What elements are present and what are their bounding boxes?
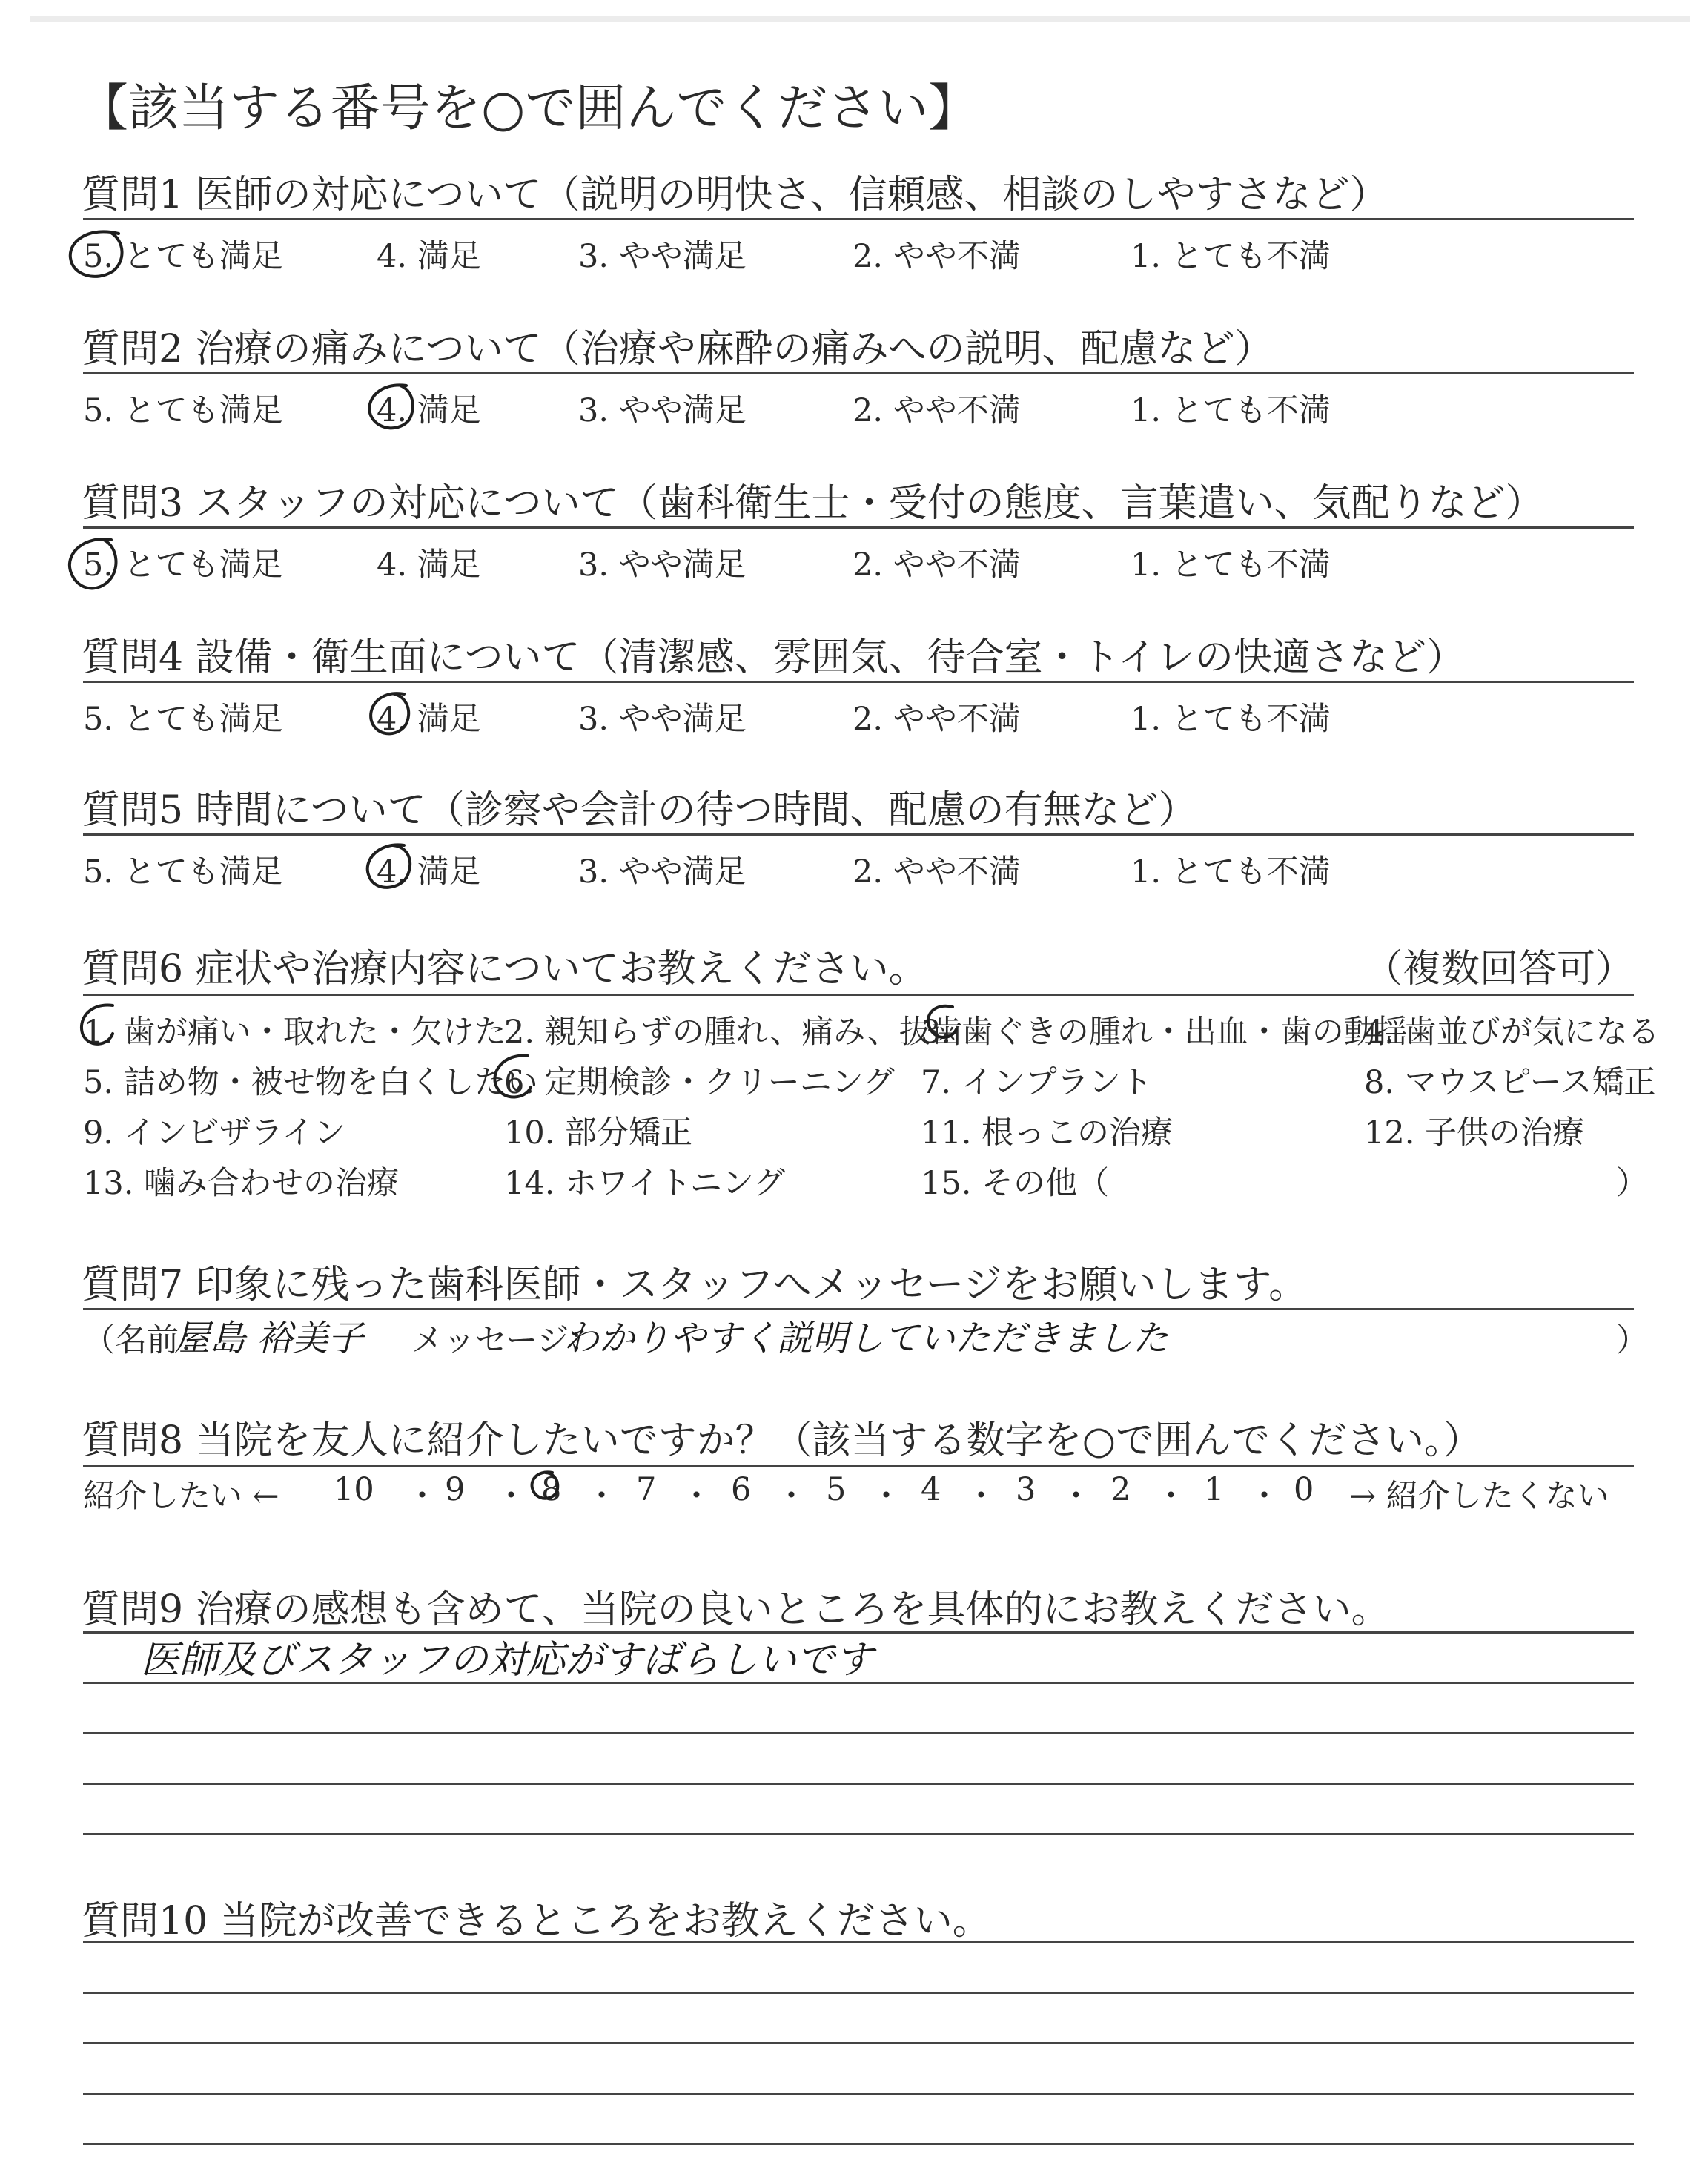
q8-scale-0[interactable]: 0 — [1294, 1471, 1314, 1508]
q6-title: 質問6 症状や治療内容についてお教えください。 — [82, 947, 927, 991]
q4-option-5[interactable]: 5. とても満足 — [83, 701, 283, 738]
answer-line — [83, 1732, 1634, 1734]
q1-title: 質問1 医師の対応について（説明の明快さ、信頼感、相談のしやすさなど） — [82, 173, 1388, 217]
q3-title: 質問3 スタッフの対応について（歯科衛生士・受付の態度、言葉遣い、気配りなど） — [82, 481, 1544, 526]
q6-option-1[interactable]: 1. 歯が痛い・取れた・欠けた — [83, 1014, 506, 1051]
q1-option-4[interactable]: 4. 満足 — [377, 238, 481, 275]
q3-option-5[interactable]: 5. とても満足 — [83, 546, 283, 584]
divider — [83, 994, 1634, 996]
q2-option-3[interactable]: 3. やや満足 — [578, 392, 747, 429]
q8-scale-4[interactable]: 4 — [921, 1471, 941, 1508]
answer-line — [83, 1783, 1634, 1785]
q7-name-label: （名前： — [83, 1322, 211, 1359]
q6-option-11[interactable]: 11. 根っこの治療 — [921, 1114, 1174, 1152]
q3-option-2[interactable]: 2. やや不満 — [853, 546, 1021, 584]
q8-scale-2[interactable]: 2 — [1110, 1471, 1131, 1508]
scale-dot: ・ — [870, 1478, 902, 1515]
q3-option-3[interactable]: 3. やや満足 — [578, 546, 747, 584]
q6-option-5[interactable]: 5. 詰め物・被せ物を白くしたい — [83, 1064, 538, 1101]
q6-option-4[interactable]: 4. 歯並びが気になる — [1364, 1014, 1660, 1051]
q4-option-3[interactable]: 3. やや満足 — [578, 701, 747, 738]
q5-option-4[interactable]: 4. 満足 — [377, 853, 481, 891]
q9-answer-handwritten[interactable]: 医師及びスタッフの対応がすばらしいです — [141, 1638, 874, 1682]
scale-dot: ・ — [1060, 1478, 1092, 1515]
q4-title: 質問4 設備・衛生面について（清潔感、雰囲気、待合室・トイレの快適さなど） — [82, 635, 1465, 680]
q6-option-8[interactable]: 8. マウスピース矯正 — [1364, 1064, 1656, 1101]
scale-dot: ・ — [406, 1478, 438, 1515]
q6-option-12[interactable]: 12. 子供の治療 — [1364, 1114, 1585, 1152]
form-header: 【該当する番号を○で囲んでください】 — [78, 79, 979, 138]
scale-dot: ・ — [775, 1478, 807, 1515]
q8-title: 質問8 当院を友人に紹介したいですか？（該当する数字を○で囲んでください。） — [82, 1418, 1482, 1463]
scale-dot: ・ — [681, 1478, 712, 1515]
q7-close-paren: ） — [1616, 1322, 1648, 1359]
scan-edge — [30, 16, 1690, 22]
q8-scale-3[interactable]: 3 — [1016, 1471, 1036, 1508]
q8-scale-5[interactable]: 5 — [826, 1471, 847, 1508]
q8-scale-1[interactable]: 1 — [1204, 1471, 1225, 1508]
q4-option-2[interactable]: 2. やや不満 — [853, 701, 1021, 738]
q5-option-1[interactable]: 1. とても不満 — [1131, 853, 1331, 891]
q7-message-handwritten[interactable]: わかりやすく説明していただきました — [563, 1318, 1169, 1359]
q7-message-label: メッセージ： — [411, 1322, 601, 1359]
q5-option-2[interactable]: 2. やや不満 — [853, 853, 1021, 891]
q7-name-handwritten[interactable]: 屋島 裕美子 — [174, 1318, 364, 1359]
q6-option-7[interactable]: 7. インプラント — [921, 1064, 1153, 1101]
scale-dot: ・ — [495, 1478, 527, 1515]
q5-option-3[interactable]: 3. やや満足 — [578, 853, 747, 891]
q7-title: 質問7 印象に残った歯科医師・スタッフへメッセージをお願いします。 — [82, 1263, 1308, 1307]
answer-line — [83, 2143, 1634, 2145]
answer-line — [83, 1941, 1634, 1943]
q9-title: 質問9 治療の感想も含めて、当院の良いところを具体的にお教えください。 — [82, 1588, 1390, 1632]
q6-option-2[interactable]: 2. 親知らずの腫れ、痛み、抜歯 — [504, 1014, 963, 1051]
scale-dot: ・ — [586, 1478, 618, 1515]
q10-title: 質問10 当院が改善できるところをお教えください。 — [82, 1899, 991, 1943]
q5-option-5[interactable]: 5. とても満足 — [83, 853, 283, 891]
q5-title: 質問5 時間について（診察や会計の待つ時間、配慮の有無など） — [82, 788, 1197, 833]
q3-option-4[interactable]: 4. 満足 — [377, 546, 481, 584]
q8-scale-8[interactable]: 8 — [541, 1471, 562, 1508]
q1-option-1[interactable]: 1. とても不満 — [1131, 238, 1331, 275]
q8-left-label: 紹介したい ← — [83, 1478, 279, 1515]
scale-dot: ・ — [1155, 1478, 1187, 1515]
q1-option-5[interactable]: 5. とても満足 — [83, 238, 283, 275]
q2-option-4[interactable]: 4. 満足 — [377, 392, 481, 429]
q2-option-2[interactable]: 2. やや不満 — [853, 392, 1021, 429]
q6-option-13[interactable]: 13. 噛み合わせの治療 — [83, 1165, 400, 1202]
answer-line — [83, 2042, 1634, 2044]
q8-scale-7[interactable]: 7 — [636, 1471, 657, 1508]
answer-line — [83, 1833, 1634, 1835]
scale-dot: ・ — [965, 1478, 997, 1515]
q8-right-label: → 紹介したくない — [1349, 1478, 1609, 1515]
divider — [83, 218, 1634, 220]
q6-option-14[interactable]: 14. ホワイトニング — [504, 1165, 786, 1202]
scale-dot: ・ — [1248, 1478, 1280, 1515]
q2-title: 質問2 治療の痛みについて（治療や麻酔の痛みへの説明、配慮など） — [82, 327, 1274, 371]
q8-scale-9[interactable]: 9 — [445, 1471, 466, 1508]
q1-option-3[interactable]: 3. やや満足 — [578, 238, 747, 275]
answer-line — [83, 2093, 1634, 2095]
divider — [83, 526, 1634, 529]
answer-line — [83, 1682, 1634, 1684]
answer-line — [83, 1992, 1634, 1994]
q8-scale-6[interactable]: 6 — [731, 1471, 752, 1508]
q3-option-1[interactable]: 1. とても不満 — [1131, 546, 1331, 584]
q6-option-3[interactable]: 3. 歯ぐきの腫れ・出血・歯の動揺 — [921, 1014, 1408, 1051]
q1-option-2[interactable]: 2. やや不満 — [853, 238, 1021, 275]
q6-close-paren: ） — [1616, 1165, 1648, 1202]
q6-note: （複数回答可） — [1364, 947, 1635, 991]
q2-option-5[interactable]: 5. とても満足 — [83, 392, 283, 429]
q2-option-1[interactable]: 1. とても不満 — [1131, 392, 1331, 429]
divider — [83, 372, 1634, 374]
q8-scale-10[interactable]: 10 — [334, 1471, 374, 1508]
divider — [83, 681, 1634, 683]
q4-option-4[interactable]: 4. 満足 — [377, 701, 481, 738]
divider — [83, 833, 1634, 836]
q6-option-9[interactable]: 9. インビザライン — [83, 1114, 346, 1152]
q6-option-15[interactable]: 15. その他（ — [921, 1165, 1110, 1202]
divider — [83, 1465, 1634, 1467]
q6-option-6[interactable]: 6. 定期検診・クリーニング — [504, 1064, 895, 1101]
q4-option-1[interactable]: 1. とても不満 — [1131, 701, 1331, 738]
q6-option-10[interactable]: 10. 部分矯正 — [504, 1114, 693, 1152]
